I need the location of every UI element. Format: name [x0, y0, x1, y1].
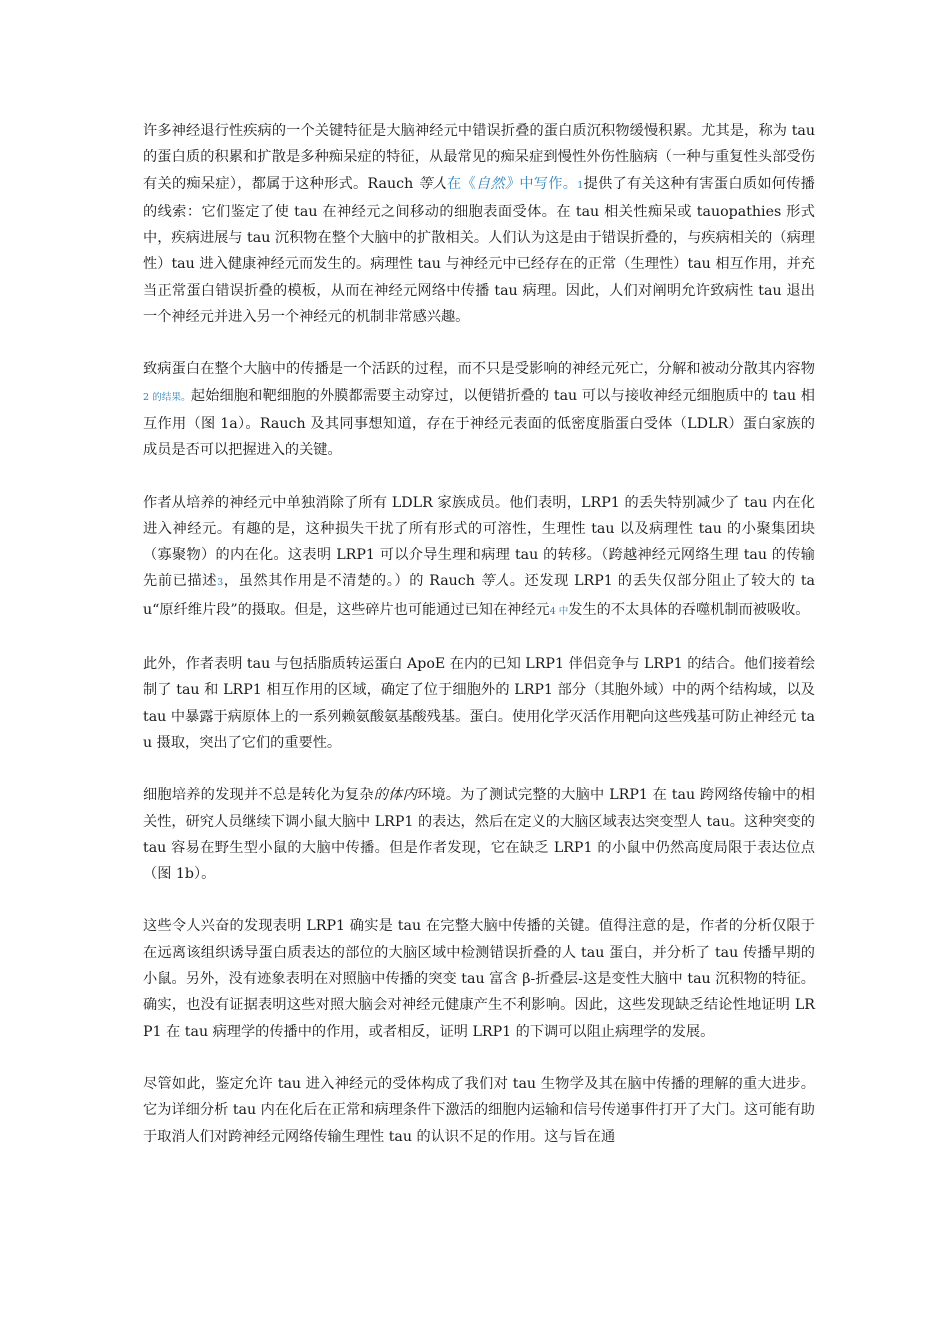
paragraph-2	[143, 356, 815, 463]
p3-ref-4[interactable]: 4 中	[549, 605, 569, 617]
p2-text-c: 起始细胞和靶细胞的外膜都需要主动穿过，以便错折叠的 tau 可以与接收神经元细胞质中的 tau 相互作用（图 1a）。Rauch 及其同事想知道，存在于神经元表面的低密度脂蛋白受体（LDLR）蛋白家族的成员是否可以把握进入的关键。	[143, 387, 815, 459]
p1-link-in[interactable]: 在《	[446, 175, 476, 192]
p2-ref-2[interactable]: 2 的结果。	[143, 391, 191, 403]
p3-ref-3[interactable]: 3	[217, 577, 224, 589]
paragraph-7: 尽管如此，鉴定允许 tau 进入神经元的受体构成了我们对 tau 生物学及其在脑中传播的理解的重大进步。它为详细分析 tau 内在化后在正常和病理条件下激活的细胞内运输和信号传递事件打开了大门。这可能有助于取消人们对跨神经元网络传输生理性 tau 的认识不足的作用。这与旨在通	[143, 1075, 815, 1145]
p1-link-writing[interactable]: 中写作。	[519, 175, 578, 192]
p3-text-e: 。还发现 LRP1 的丢失仅部分阻止了较大的 tau“原纤维片段”的摄取。但是，这些碎片也可能通过已知在神经元	[143, 573, 815, 618]
paragraph-4: 此外，作者表明 tau 与包括脂质转运蛋白 ApoE 在内的已知 LRP1 伴侣竞争与 LRP1 的结合。他们接着绘制了 tau 和 LRP1 相互作用的区域，确定了位于细胞外的 LRP1 部分（其胞外域）中的两个结构域，以及 tau 中暴露于病原体上的一系列赖氨酸氨基酸残基。蛋白。使用化学灭活作用靶向这些残基可防止神经元 tau 摄取，突出了它们的重要性。	[143, 656, 815, 751]
p1-et-al: 等人	[418, 175, 447, 192]
p5-in-vivo: 的体内	[373, 787, 417, 804]
paragraph-5	[143, 782, 815, 887]
p1-ref-1[interactable]: 1	[577, 179, 584, 191]
p3-et-al: 等人	[480, 573, 510, 590]
p5-text-c: 环境。为了测试完整的大脑中 LRP1 在 tau 跨网络传输中的相关性，研究人员继续下调小鼠大脑中 LRP1 的表达，然后在定义的大脑区域表达突变型人 tau。这种突变的 tau 容易在野生型小鼠的大脑中传播。但是作者发现，它在缺乏 LRP1 的小鼠中仍然高度局限于表达位点（图 1b）。	[143, 787, 815, 883]
p1-link-nature[interactable]: 自然》	[475, 175, 520, 192]
paragraph-1	[143, 118, 815, 330]
p3-text-a: 作者从培养的神经元中单独消除了所有 LDLR 家族成员。他们表明，LRP1 的丢失特别减少了 tau 内在化进入神经元。有趣的是，这种损失干扰了所有形式的可溶性，生理性 tau 以及病理性 tau 的小聚集团块（寡聚物）的内在化。这表明 LRP1 可以介导生理和病理 tau 的转移。（跨越神经元网络生理 tau 的传输先前已描述	[143, 494, 815, 590]
p3-text-g: 发生的不太具体的吞噬机制而被吸收。	[568, 601, 810, 618]
p2-text-a: 致病蛋白在整个大脑中的传播是一个活跃的过程，而不只是受影响的神经元死亡，分解和被动分散其内容物	[143, 361, 815, 378]
p1-text-g: 提供了有关这种有害蛋白质如何传播的线索：它们鉴定了使 tau 在神经元之间移动的细胞表面受体。在 tau 相关性痴呆或 tauopathies 形式中，疾病进展与 tau 沉积物在整个大脑中的扩散相关。人们认为这是由于错误折叠的，与疾病相关的（病理性）tau 进入健康神经元而发生的。病理性 tau 与神经元中已经存在的正常（生理性）tau 相互作用，并充当正常蛋白错误折叠的模板，从而在神经元网络中传播 tau 病理。因此，人们对阐明允许致病性 tau 退出一个神经元并进入另一个神经元的机制非常感兴趣。	[143, 175, 815, 326]
article-body	[143, 118, 815, 1150]
paragraph-6: 这些令人兴奋的发现表明 LRP1 确实是 tau 在完整大脑中传播的关键。值得注意的是，作者的分析仅限于在远离该组织诱导蛋白质表达的部位的大脑区域中检测错误折叠的人 tau 蛋白，并分析了 tau 传播早期的小鼠。另外，没有迹象表明在对照脑中传播的突变 tau 富含 β-折叠层-这是变性大脑中 tau 沉积物的特征。确实，也没有证据表明这些对照大脑会对神经元健康产生不利影响。因此，这些发现缺乏结论性地证明 LRP1 在 tau 病理学的传播中的作用，或者相反，证明 LRP1 的下调可以阻止病理学的发展。	[143, 918, 815, 1040]
p3-text-c: ，虽然其作用是不清楚的。）的 Rauch	[223, 573, 481, 590]
p5-text-a: 细胞培养的发现并不总是转化为复杂	[143, 787, 374, 804]
p1-text-a: 许多神经退行性疾病的一个关键特征是大脑神经元中错误折叠的蛋白质沉积物缓慢积累。尤其是，称为 tau 的蛋白质的积累和扩散是多种痴呆症的特征，从最常见的痴呆症到慢性外伤性脑病（一种与重复性头部受伤有关的痴呆症），都属于这种形式。Rauch	[143, 123, 815, 192]
paragraph-3	[143, 490, 815, 625]
